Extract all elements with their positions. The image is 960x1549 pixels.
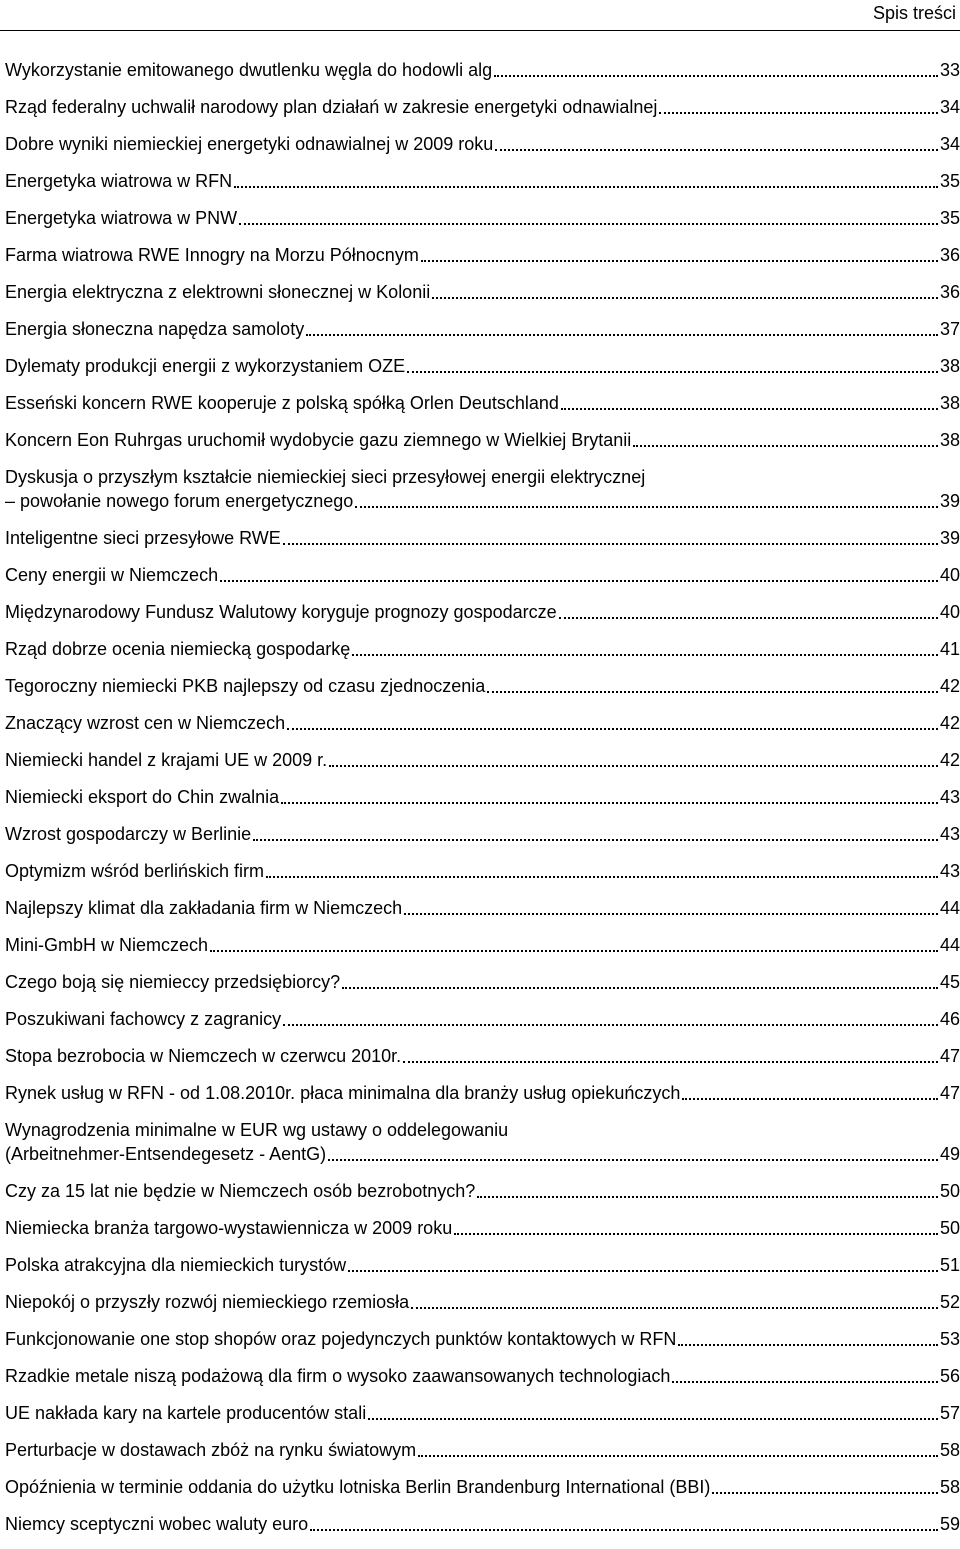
toc-entry[interactable] [5,1007,960,1031]
toc-entry-page-number: 36 [939,245,960,265]
toc-entry-title: Koncern Eon Ruhrgas uruchomił wydobycie gazu ziemnego w Wielkiej Brytanii [5,430,632,450]
toc-entry-title: Energia słoneczna napędza samoloty [5,319,305,339]
toc-entry-page-number: 38 [939,356,960,376]
toc-entry[interactable] [5,58,960,82]
toc-dot-leader [210,933,938,957]
toc-entry-page-number: 43 [939,861,960,881]
toc-entry[interactable] [5,1512,960,1536]
toc-dot-leader [672,1364,938,1388]
toc-entry-title: Niemcy sceptyczni wobec waluty euro [5,1514,309,1534]
toc-dot-leader [494,58,938,82]
toc-dot-leader [477,1179,938,1203]
toc-entry-page-number: 37 [939,319,960,339]
toc-entry-title: Wzrost gospodarczy w Berlinie [5,824,252,844]
toc-entry-page-number: 38 [939,393,960,413]
toc-entry[interactable] [5,1475,960,1499]
toc-entry[interactable] [5,896,960,920]
toc-entry-page-number: 50 [939,1181,960,1201]
toc-dot-leader [682,1081,938,1105]
toc-entry[interactable] [5,391,960,415]
toc-dot-leader [310,1512,938,1536]
toc-entry-title: Mini-GmbH w Niemczech [5,935,209,955]
toc-entry-title: UE nakłada kary na kartele producentów stali [5,1403,367,1423]
toc-entry-page-number: 46 [939,1009,960,1029]
toc-entry-title: Wykorzystanie emitowanego dwutlenku węgla do hodowli alg [5,60,493,80]
toc-entry-title: Czego boją się niemieccy przedsiębiorcy? [5,972,341,992]
toc-entry-page-number: 34 [939,134,960,154]
toc-entry-page-number: 44 [939,898,960,918]
toc-entry-title: Najlepszy klimat dla zakładania firm w Niemczech [5,898,403,918]
toc-entry[interactable] [5,1216,960,1240]
toc-entry[interactable] [5,1044,960,1068]
toc-dot-leader [281,785,938,809]
page-header [0,0,960,31]
toc-dot-leader [633,428,938,452]
toc-entry[interactable] [5,1290,960,1314]
toc-dot-leader [368,1401,938,1425]
toc-entry-page-number: 43 [939,787,960,807]
toc-dot-leader [239,206,938,230]
toc-entry[interactable] [5,243,960,267]
toc-entry-title: Niemiecki eksport do Chin zwalnia [5,787,280,807]
toc-entry[interactable] [5,465,960,513]
toc-entry-title: Polska atrakcyjna dla niemieckich turystów [5,1255,347,1275]
toc-dot-leader [559,600,938,624]
toc-entry-page-number: 56 [939,1366,960,1386]
toc-entry[interactable] [5,428,960,452]
toc-dot-leader [355,489,938,513]
toc-entry-title: Stopa bezrobocia w Niemczech w czerwcu 2010r. [5,1046,402,1066]
toc-entry[interactable] [5,637,960,661]
toc-entry[interactable] [5,1118,960,1166]
toc-entry-page-number: 35 [939,171,960,191]
toc-dot-leader [348,1253,938,1277]
toc-entry-title: Niepokój o przyszły rozwój niemieckiego rzemiosła [5,1292,410,1312]
toc-entry-title: Inteligentne sieci przesyłowe RWE [5,528,281,548]
toc-entry-title: Energia elektryczna z elektrowni słonecznej w Kolonii [5,282,431,302]
toc-entry[interactable] [5,1364,960,1388]
toc-entry-page-number: 58 [939,1440,960,1460]
toc-entry-page-number: 58 [939,1477,960,1497]
toc-entry-page-number: 40 [939,565,960,585]
toc-entry[interactable] [5,600,960,624]
toc-dot-leader [253,822,938,846]
toc-dot-leader [712,1475,938,1499]
toc-dot-leader [407,354,938,378]
toc-entry-page-number: 33 [939,60,960,80]
toc-entry-page-number: 44 [939,935,960,955]
toc-entry-page-number: 53 [939,1329,960,1349]
toc-entry[interactable] [5,317,960,341]
toc-entry-page-number: 40 [939,602,960,622]
toc-entry-page-number: 39 [939,528,960,548]
toc-entry-title: Tegoroczny niemiecki PKB najlepszy od czasu zjednoczenia [5,676,486,696]
toc-dot-leader [495,132,938,156]
toc-entry-title-continued: – powołanie nowego forum energetycznego [5,491,354,511]
toc-dot-leader [283,526,938,550]
toc-entry-title: Energetyka wiatrowa w PNW [5,208,238,228]
toc-entry-page-number: 50 [939,1218,960,1238]
toc-dot-leader [561,391,938,415]
toc-dot-leader [659,95,938,119]
toc-entry-page-number: 42 [939,750,960,770]
toc-entry-title: Niemiecka branża targowo-wystawiennicza w 2009 roku [5,1218,453,1238]
toc-entry-page-number: 59 [939,1514,960,1534]
toc-dot-leader [287,711,938,735]
toc-dot-leader [411,1290,938,1314]
toc-entry-title: Rząd federalny uchwalił narodowy plan działań w zakresie energetyki odnawialnej [5,97,658,117]
toc-entry[interactable] [5,1438,960,1462]
toc-entry-title: Znaczący wzrost cen w Niemczech [5,713,286,733]
toc-entry-title: Dylematy produkcji energii z wykorzystaniem OZE [5,356,406,376]
toc-dot-leader [421,243,938,267]
toc-dot-leader [678,1327,938,1351]
toc-entry[interactable] [5,169,960,193]
toc-entry[interactable] [5,206,960,230]
toc-entry[interactable] [5,859,960,883]
toc-entry-page-number: 42 [939,713,960,733]
toc-entry-title: Perturbacje w dostawach zbóż na rynku światowym [5,1440,417,1460]
toc-entry-title: Esseński koncern RWE kooperuje z polską spółką Orlen Deutschland [5,393,559,413]
toc-entry-page-number: 45 [939,972,960,992]
toc-entry-title: Ceny energii w Niemczech [5,565,219,585]
toc-dot-leader [306,317,938,341]
toc-entry[interactable] [5,95,960,119]
toc-entry[interactable] [5,785,960,809]
toc-entry-page-number: 51 [939,1255,960,1275]
toc-dot-leader [418,1438,938,1462]
toc-entry-page-number: 47 [939,1046,960,1066]
toc-entry-page-number: 49 [939,1144,960,1164]
toc-entry-page-number: 41 [939,639,960,659]
toc-entry[interactable] [5,1179,960,1203]
toc-entry-title: Rynek usług w RFN - od 1.08.2010r. płaca minimalna dla branży usług opiekuńczych [5,1083,681,1103]
toc-dot-leader [329,748,938,772]
toc-entry-title: Optymizm wśród berlińskich firm [5,861,265,881]
toc-entry[interactable] [5,526,960,550]
toc-entry-page-number: 42 [939,676,960,696]
toc-entry-page-number: 38 [939,430,960,450]
toc-dot-leader [404,896,938,920]
toc-entry-title: Czy za 15 lat nie będzie w Niemczech osób bezrobotnych? [5,1181,476,1201]
toc-entry-page-number: 47 [939,1083,960,1103]
toc-dot-leader [234,169,938,193]
toc-entry-title: Rząd dobrze ocenia niemiecką gospodarkę [5,639,351,659]
toc-entry-title: Poszukiwani fachowcy z zagranicy [5,1009,282,1029]
toc-dot-leader [266,859,938,883]
toc-entry-title: Dobre wyniki niemieckiej energetyki odnawialnej w 2009 roku [5,134,494,154]
toc-entry[interactable] [5,933,960,957]
toc-entry-page-number: 36 [939,282,960,302]
toc-entry-title: Rzadkie metale niszą podażową dla firm o wysoko zaawansowanych technologiach [5,1366,671,1386]
toc-entry[interactable] [5,970,960,994]
toc-dot-leader [328,1142,938,1166]
toc-entry-title: Energetyka wiatrowa w RFN [5,171,233,191]
toc-dot-leader [487,674,938,698]
toc-dot-leader [342,970,938,994]
toc-entry-title: Opóźnienia w terminie oddania do użytku lotniska Berlin Brandenburg International (BBI) [5,1477,711,1497]
toc-entry-title: Niemiecki handel z krajami UE w 2009 r. [5,750,328,770]
toc-entry[interactable] [5,1327,960,1351]
toc-entry[interactable] [5,1401,960,1425]
toc-entry[interactable] [5,563,960,587]
toc-entry[interactable] [5,1253,960,1277]
toc-entry[interactable] [5,354,960,378]
toc-dot-leader [220,563,938,587]
toc-entry[interactable] [5,674,960,698]
toc-entry-page-number: 52 [939,1292,960,1312]
toc-entry[interactable] [5,822,960,846]
toc-entry-title: Wynagrodzenia minimalne w EUR wg ustawy o oddelegowaniu [5,1120,509,1140]
toc-dot-leader [432,280,938,304]
toc-dot-leader [403,1044,938,1068]
toc-entry[interactable] [5,1081,960,1105]
toc-entry-title-continued: (Arbeitnehmer-Entsendegesetz - AentG) [5,1144,327,1164]
toc-entry-page-number: 34 [939,97,960,117]
table-of-contents [5,58,960,1549]
toc-entry-page-number: 35 [939,208,960,228]
toc-entry[interactable] [5,132,960,156]
toc-dot-leader [283,1007,938,1031]
toc-entry-title: Międzynarodowy Fundusz Walutowy koryguje prognozy gospodarcze [5,602,557,622]
toc-entry-title: Dyskusja o przyszłym kształcie niemieckiej sieci przesyłowej energii elektrycznej [5,467,646,487]
toc-entry[interactable] [5,280,960,304]
toc-dot-leader [454,1216,938,1240]
toc-entry[interactable] [5,748,960,772]
toc-entry-title: Farma wiatrowa RWE Innogry na Morzu Północnym [5,245,419,265]
toc-entry-page-number: 43 [939,824,960,844]
toc-entry-title: Funkcjonowanie one stop shopów oraz pojedynczych punktów kontaktowych w RFN [5,1329,677,1349]
toc-entry-page-number: 39 [939,491,960,511]
toc-entry-page-number: 57 [939,1403,960,1423]
toc-dot-leader [352,637,938,661]
page-header-title: Spis treści [872,3,956,23]
toc-entry[interactable] [5,711,960,735]
